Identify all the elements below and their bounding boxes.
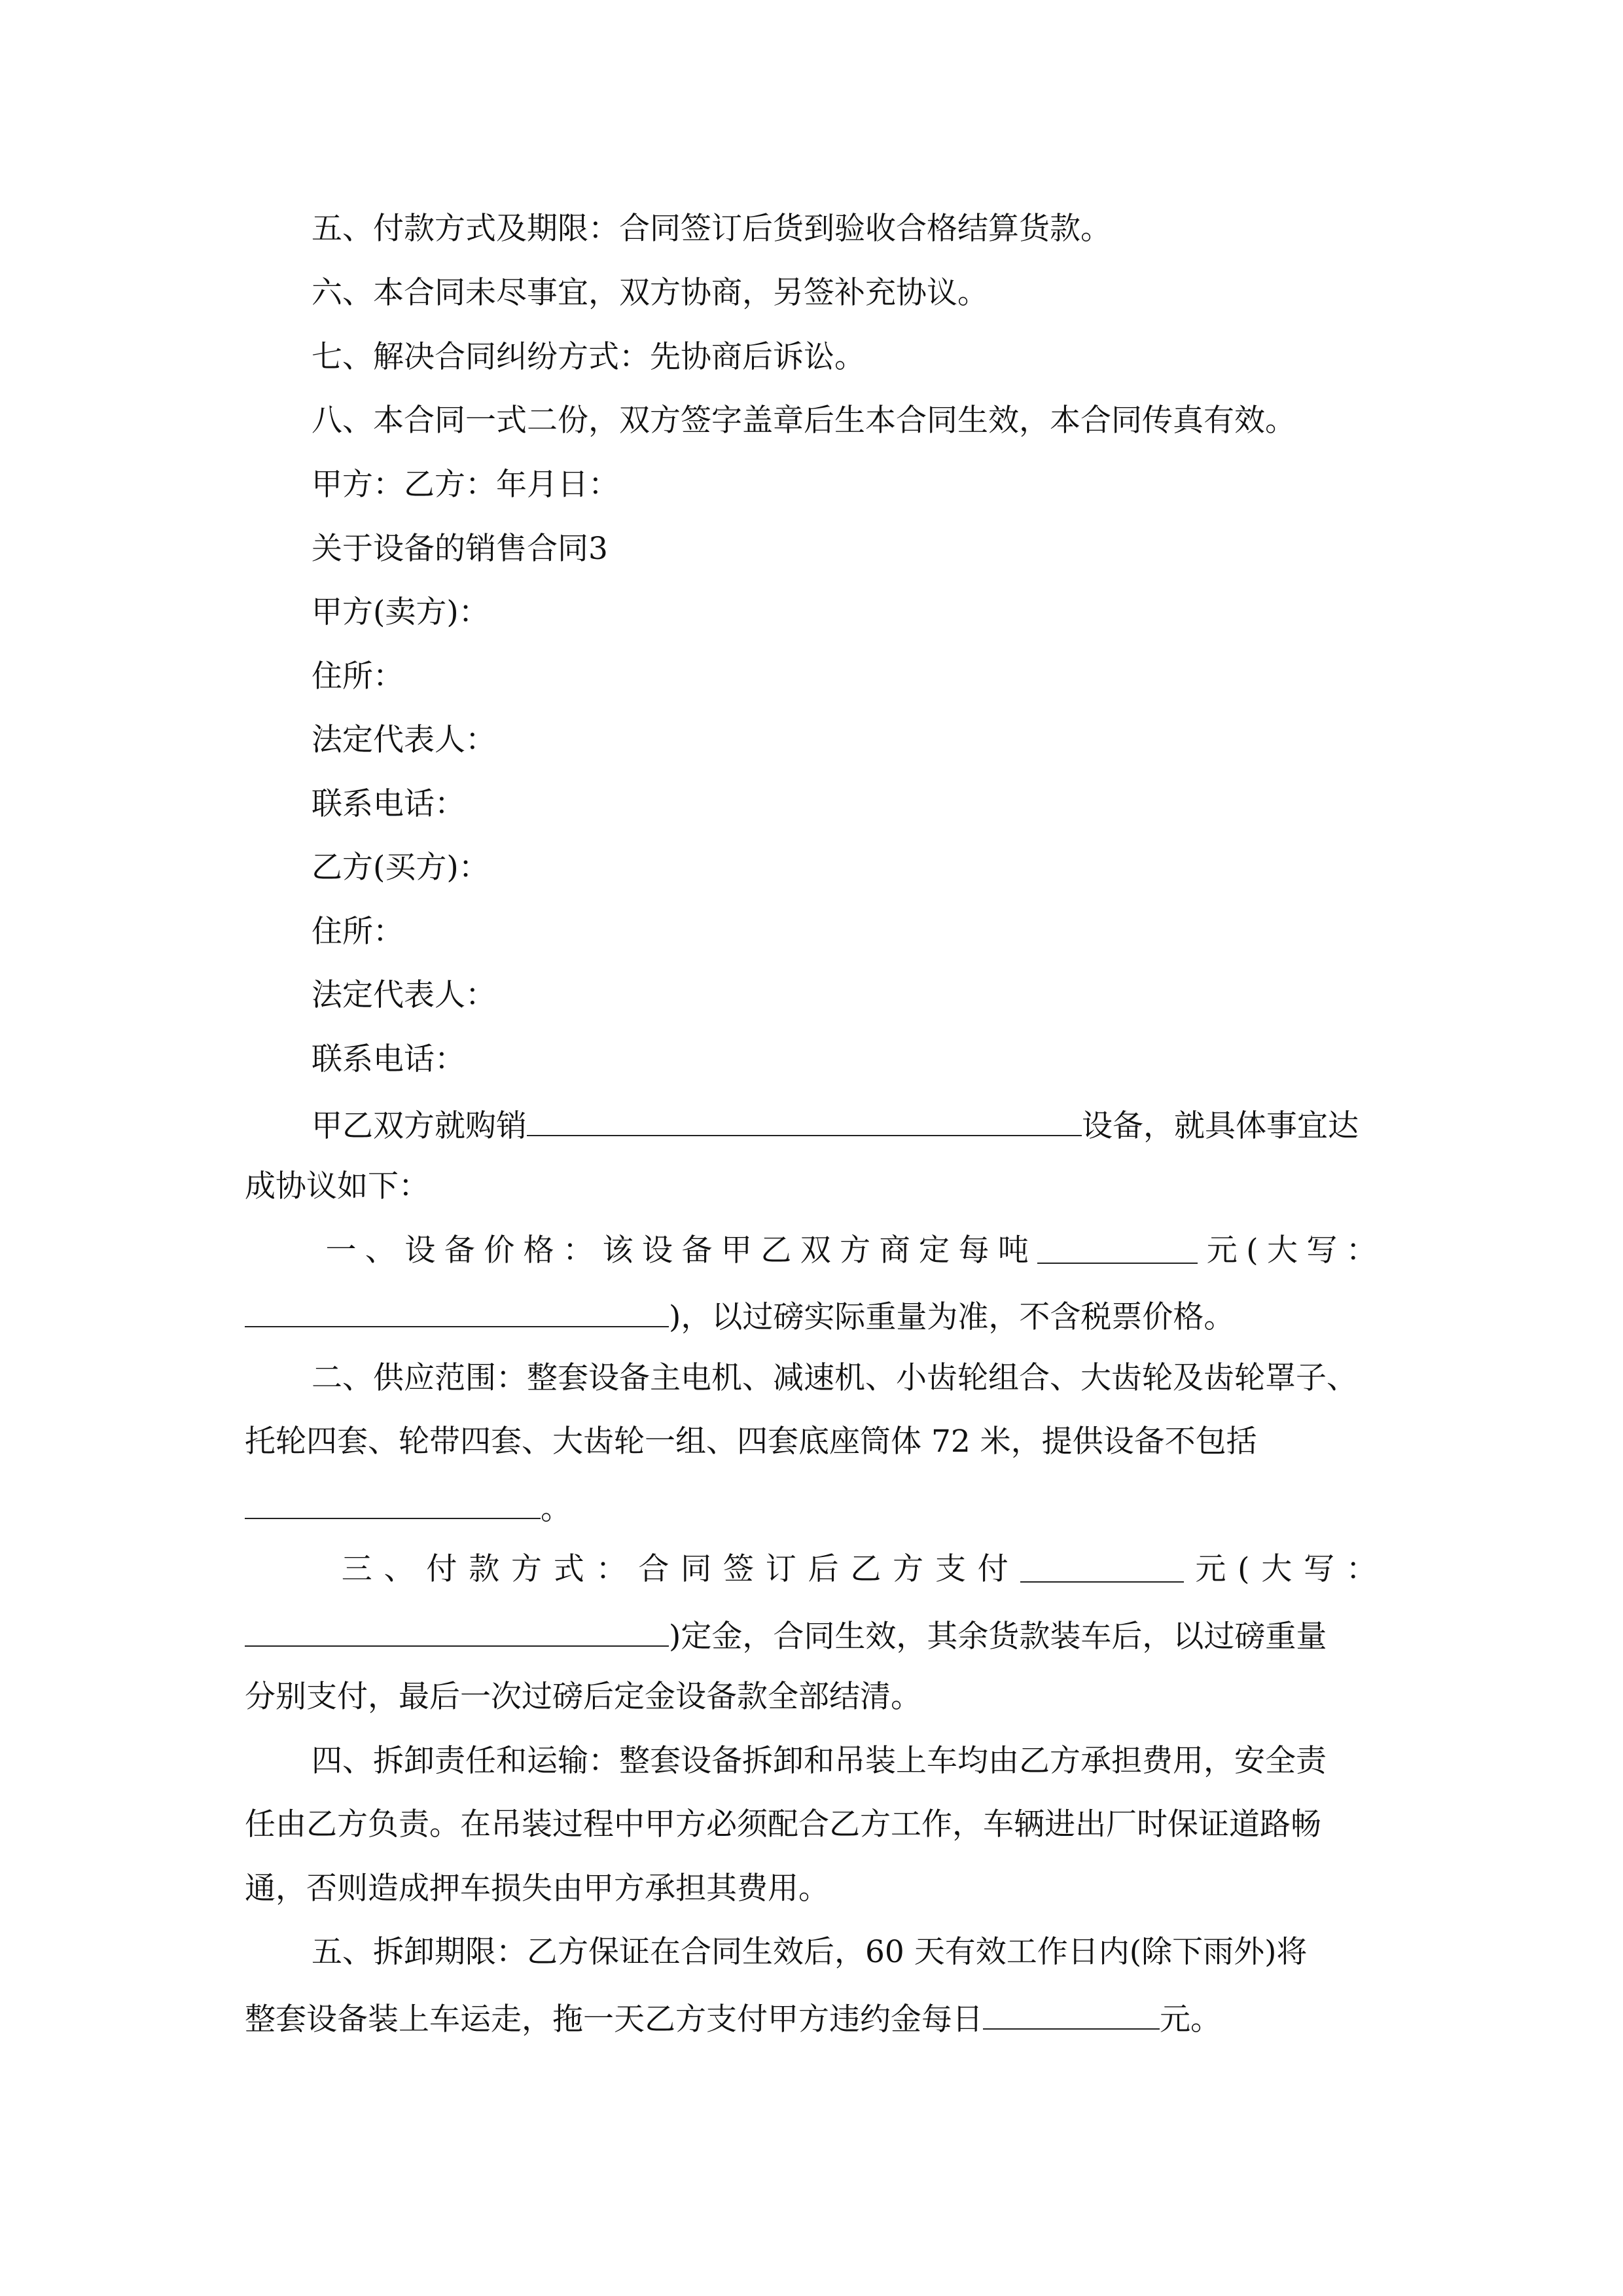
transport-line-2: 任由乙方负责。在吊装过程中甲方必须配合乙方工作，车辆进出厂时保证道路畅 — [245, 1806, 1321, 1842]
price-char: 方 — [840, 1232, 871, 1268]
price-per-ton-blank — [1037, 1231, 1198, 1264]
payment-char: 写 — [1304, 1551, 1335, 1587]
payment-char: 后 — [808, 1551, 839, 1587]
payment-char: 式 — [553, 1551, 584, 1587]
scope-text-c: 。 — [541, 1491, 571, 1527]
clause-copies: 八、本合同一式二份，双方签字盖章后生本合同生效，本合同传真有效。 — [312, 403, 1296, 439]
price-char: 写 — [1306, 1232, 1338, 1268]
price-char: 元 — [1206, 1232, 1238, 1268]
price-char: 吨 — [997, 1232, 1029, 1268]
price-char: 乙 — [760, 1232, 792, 1268]
price-text-b: )，以过磅实际重量为准，不含税票价格。 — [669, 1299, 1235, 1335]
deadline-line-2 — [245, 1997, 1221, 2039]
purchase-line-2: 成协议如下： — [245, 1168, 429, 1204]
price-line-2 — [245, 1295, 1234, 1337]
price-char: ： — [1346, 1232, 1377, 1268]
price-char: 定 — [919, 1232, 950, 1268]
party-a-label: 甲方(卖方)： — [312, 594, 490, 630]
payment-char: 款 — [469, 1551, 500, 1587]
price-char: 该 — [602, 1232, 633, 1268]
scope-line-2: 托轮四套、轮带四套、大齿轮一组、四套底座筒体 72 米，提供设备不包括 — [245, 1424, 1257, 1460]
payment-char: 、 — [383, 1551, 415, 1587]
deadline-line-1: 五、拆卸期限：乙方保证在合同生效后，60 天有效工作日内(除下雨外)将 — [312, 1934, 1308, 1970]
price-char: 格 — [523, 1232, 554, 1268]
payment-char: 乙 — [850, 1551, 882, 1587]
price-char: ( — [1246, 1232, 1258, 1268]
party-a-representative: 法定代表人： — [312, 722, 496, 758]
scope-line-3 — [245, 1486, 571, 1529]
clause-dispute: 七、解决合同纠纷方式：先协商后诉讼。 — [312, 339, 865, 375]
price-char: 每 — [958, 1232, 990, 1268]
party-b-representative: 法定代表人： — [312, 977, 496, 1013]
payment-char: 大 — [1261, 1551, 1293, 1587]
payment-char: 支 — [935, 1551, 966, 1587]
payment-text-b: )定金，合同生效，其余货款装车后，以过磅重量 — [669, 1619, 1327, 1655]
price-char: 价 — [484, 1232, 515, 1268]
penalty-amount-blank — [983, 1997, 1160, 2030]
party-b-address: 住所： — [312, 914, 404, 950]
contract-title: 关于设备的销售合同3 — [312, 531, 608, 567]
party-b-label: 乙方(买方)： — [312, 850, 490, 886]
payment-line-1 — [245, 1550, 1377, 1589]
payment-char: 方 — [510, 1551, 542, 1587]
payment-line-3: 分别支付，最后一次过磅后定金设备款全部结清。 — [245, 1679, 921, 1715]
transport-line-1: 四、拆卸责任和运输：整套设备拆卸和吊装上车均由乙方承担费用，安全责 — [312, 1743, 1327, 1779]
payment-char: 同 — [681, 1551, 712, 1587]
payment-char: ( — [1238, 1551, 1250, 1587]
payment-char: 付 — [426, 1551, 457, 1587]
price-char: 设 — [404, 1232, 436, 1268]
purchase-line-1 — [312, 1103, 1359, 1146]
payment-char: ： — [1346, 1551, 1377, 1587]
price-char: 设 — [641, 1232, 673, 1268]
price-char: 甲 — [721, 1232, 752, 1268]
deposit-capital-blank — [245, 1614, 669, 1647]
equipment-name-blank — [527, 1103, 1082, 1136]
price-line-1 — [245, 1231, 1377, 1270]
payment-char: ： — [596, 1551, 627, 1587]
price-capital-blank — [245, 1295, 669, 1327]
price-char: 、 — [365, 1232, 396, 1268]
payment-char: 订 — [765, 1551, 796, 1587]
payment-char: 方 — [893, 1551, 924, 1587]
purchase-text-b: 设备，就具体事宜达 — [1082, 1108, 1359, 1144]
scope-line-1: 二、供应范围：整套设备主电机、减速机、小齿轮组合、大齿轮及齿轮罩子、 — [312, 1360, 1357, 1396]
deadline-text-b: 整套设备装上车运走，拖一天乙方支付甲方违约金每日 — [245, 2001, 983, 2037]
payment-line-2 — [245, 1614, 1327, 1657]
excluded-items-blank — [245, 1486, 541, 1519]
clause-payment-terms: 五、付款方式及期限：合同签订后货到验收合格结算货款。 — [312, 211, 1111, 247]
payment-char: 合 — [638, 1551, 669, 1587]
purchase-text-a: 甲乙双方就购销 — [312, 1108, 527, 1144]
clause-supplementary: 六、本合同未尽事宜，双方协商，另签补充协议。 — [312, 275, 988, 311]
payment-char: 付 — [977, 1551, 1008, 1587]
payment-char: 三 — [341, 1551, 372, 1587]
price-char: 商 — [879, 1232, 910, 1268]
transport-line-3: 通，否则造成押车损失由甲方承担其费用。 — [245, 1871, 829, 1907]
price-char: ： — [563, 1232, 594, 1268]
payment-char: 元 — [1195, 1551, 1226, 1587]
price-char: 一 — [325, 1232, 357, 1268]
signature-line: 甲方：乙方：年月日： — [312, 467, 619, 503]
price-char: 双 — [800, 1232, 831, 1268]
price-char: 备 — [681, 1232, 713, 1268]
price-char: 备 — [444, 1232, 475, 1268]
party-a-address: 住所： — [312, 658, 404, 694]
deposit-amount-blank — [1020, 1550, 1184, 1583]
payment-char: 签 — [722, 1551, 754, 1587]
party-a-phone: 联系电话： — [312, 786, 465, 822]
price-char: 大 — [1266, 1232, 1298, 1268]
party-b-phone: 联系电话： — [312, 1041, 465, 1077]
deadline-text-c: 元。 — [1160, 2001, 1221, 2037]
